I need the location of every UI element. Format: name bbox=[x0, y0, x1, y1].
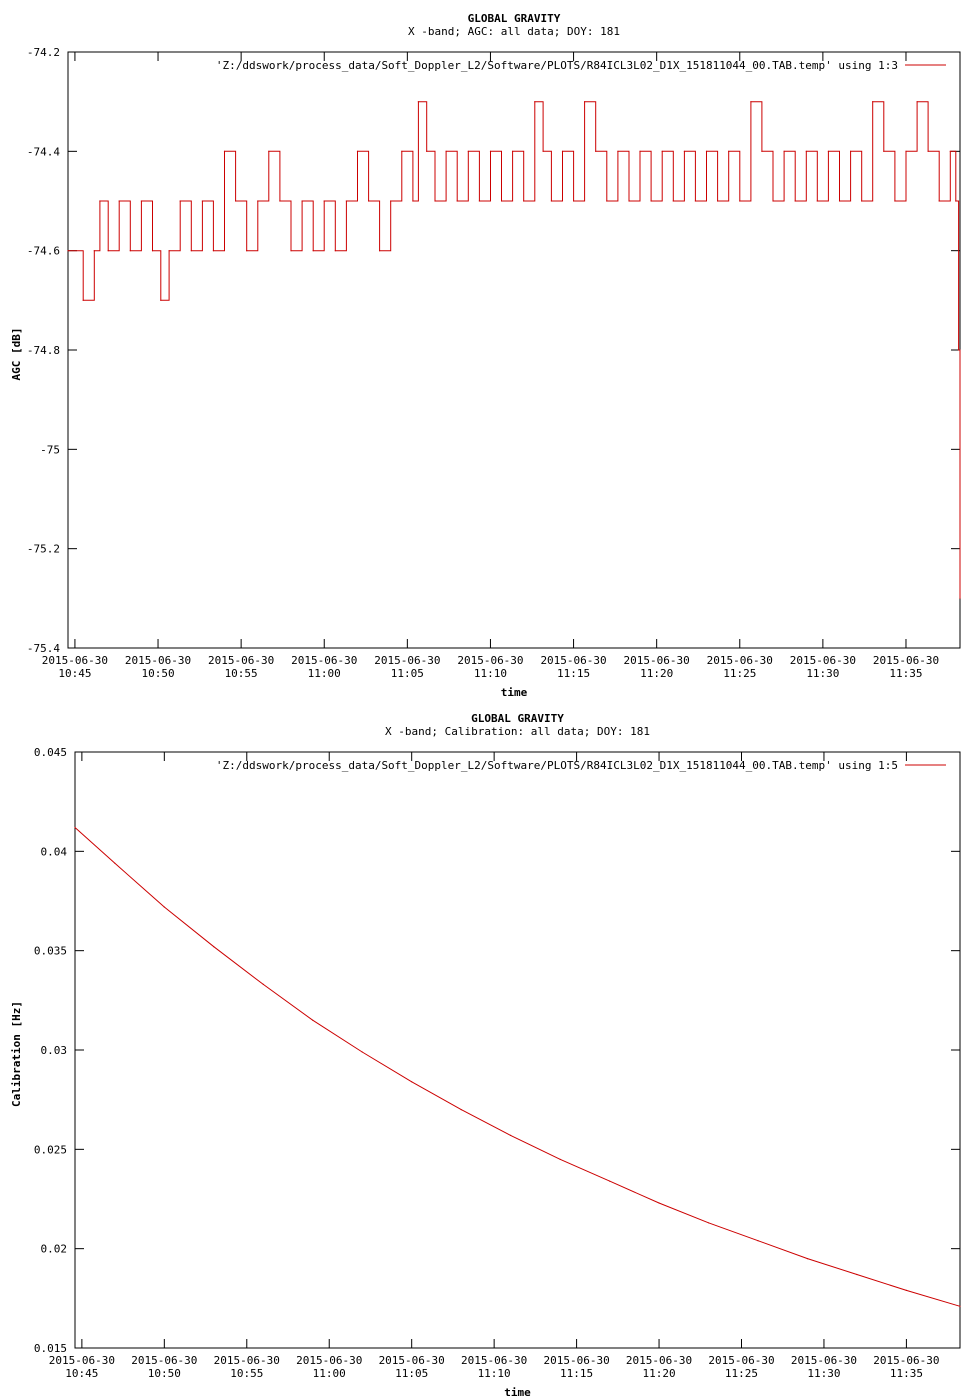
x-tick-date-label: 2015-06-30 bbox=[213, 1354, 280, 1367]
data-point bbox=[839, 200, 840, 201]
data-point bbox=[784, 151, 785, 152]
data-point bbox=[806, 151, 807, 152]
x-axis-label: time bbox=[504, 1386, 531, 1399]
data-point bbox=[213, 946, 214, 947]
x-tick-date-label: 2015-06-30 bbox=[789, 654, 856, 667]
data-point bbox=[312, 1020, 313, 1021]
data-point bbox=[362, 1051, 363, 1052]
x-tick-date-label: 2015-06-30 bbox=[708, 1354, 775, 1367]
x-tick-date-label: 2015-06-30 bbox=[374, 654, 441, 667]
x-tick-date-label: 2015-06-30 bbox=[873, 1354, 940, 1367]
y-tick-label: -74.6 bbox=[26, 244, 60, 258]
data-point bbox=[99, 200, 100, 201]
data-point bbox=[160, 300, 161, 301]
data-point bbox=[828, 151, 829, 152]
data-point bbox=[534, 101, 535, 102]
x-tick-date-label: 2015-06-30 bbox=[41, 654, 109, 667]
data-point bbox=[761, 151, 762, 152]
data-point bbox=[411, 1081, 412, 1082]
data-point bbox=[684, 151, 685, 152]
x-tick-date-label: 2015-06-30 bbox=[706, 654, 773, 667]
x-tick-time-label: 11:20 bbox=[642, 1367, 676, 1380]
y-tick-label: -75 bbox=[40, 443, 60, 457]
y-tick-label: -75.2 bbox=[26, 542, 60, 556]
data-point bbox=[728, 151, 729, 152]
x-tick-date-label: 2015-06-30 bbox=[131, 1354, 198, 1367]
x-axis-label: time bbox=[500, 686, 528, 699]
y-tick-label: 0.04 bbox=[40, 845, 67, 859]
data-point bbox=[872, 101, 873, 102]
y-tick-label: 0.03 bbox=[40, 1044, 67, 1057]
data-point bbox=[584, 101, 585, 102]
data-point bbox=[959, 1306, 960, 1307]
data-point bbox=[335, 250, 336, 251]
data-point bbox=[501, 200, 502, 201]
data-point bbox=[673, 200, 674, 201]
data-point bbox=[279, 200, 280, 201]
data-point bbox=[750, 101, 751, 102]
x-tick-time-label: 11:15 bbox=[556, 667, 591, 680]
x-tick-date-label: 2015-06-30 bbox=[872, 654, 940, 667]
x-tick-time-label: 11:15 bbox=[560, 1367, 594, 1380]
y-tick-label: -74.2 bbox=[26, 46, 60, 59]
x-tick-date-label: 2015-06-30 bbox=[790, 1354, 858, 1367]
data-point bbox=[446, 151, 447, 152]
data-point bbox=[324, 200, 325, 201]
data-point bbox=[390, 200, 391, 201]
data-point bbox=[235, 200, 236, 201]
y-axis-label: Calibration [Hz] bbox=[10, 1001, 23, 1107]
data-point bbox=[512, 151, 513, 152]
x-tick-date-label: 2015-06-30 bbox=[623, 654, 690, 667]
x-tick-date-label: 2015-06-30 bbox=[48, 1354, 115, 1367]
data-point bbox=[861, 200, 862, 201]
x-tick-date-label: 2015-06-30 bbox=[625, 1354, 693, 1367]
data-point bbox=[108, 250, 109, 251]
data-point bbox=[290, 250, 291, 251]
data-point bbox=[74, 827, 75, 828]
data-point bbox=[313, 250, 314, 251]
data-point bbox=[856, 1274, 857, 1275]
x-tick-time-label: 11:35 bbox=[889, 1367, 923, 1380]
data-point bbox=[202, 200, 203, 201]
data-point bbox=[560, 1159, 561, 1160]
y-tick-label: 0.035 bbox=[33, 944, 67, 958]
data-point bbox=[461, 1109, 462, 1110]
series-line bbox=[68, 102, 960, 599]
data-point bbox=[67, 250, 68, 251]
x-tick-time-label: 11:00 bbox=[312, 1367, 346, 1380]
data-point bbox=[426, 151, 427, 152]
y-tick-label: 0.025 bbox=[33, 1143, 67, 1157]
x-tick-time-label: 11:25 bbox=[724, 1367, 759, 1380]
y-tick-label: 0.015 bbox=[33, 1342, 67, 1355]
plot-frame bbox=[75, 752, 960, 1348]
data-point bbox=[950, 151, 951, 152]
data-point bbox=[658, 1202, 659, 1203]
data-point bbox=[357, 151, 358, 152]
data-point bbox=[562, 151, 563, 152]
data-point bbox=[939, 200, 940, 201]
x-tick-date-label: 2015-06-30 bbox=[291, 654, 358, 667]
x-tick-date-label: 2015-06-30 bbox=[124, 654, 192, 667]
y-tick-label: 0.045 bbox=[33, 746, 67, 759]
data-point bbox=[418, 101, 419, 102]
series-line bbox=[75, 828, 960, 1307]
data-point bbox=[368, 200, 369, 201]
y-tick-label: -74.4 bbox=[26, 145, 60, 159]
data-point bbox=[346, 200, 347, 201]
chart-title: GLOBAL GRAVITY bbox=[471, 712, 564, 725]
data-point bbox=[263, 984, 264, 985]
data-point bbox=[894, 200, 895, 201]
data-point bbox=[246, 250, 247, 251]
data-point bbox=[268, 151, 269, 152]
x-tick-time-label: 10:50 bbox=[141, 667, 175, 680]
data-point bbox=[130, 250, 131, 251]
x-tick-time-label: 10:45 bbox=[58, 667, 92, 680]
data-point bbox=[94, 250, 95, 251]
data-point bbox=[905, 151, 906, 152]
x-tick-time-label: 11:20 bbox=[640, 667, 674, 680]
x-tick-date-label: 2015-06-30 bbox=[208, 654, 275, 667]
data-point bbox=[479, 200, 480, 201]
x-tick-time-label: 11:00 bbox=[307, 667, 341, 680]
data-point bbox=[213, 250, 214, 251]
data-point bbox=[257, 200, 258, 201]
data-point bbox=[928, 151, 929, 152]
data-point bbox=[401, 151, 402, 152]
data-point bbox=[959, 598, 960, 599]
data-point bbox=[717, 200, 718, 201]
x-tick-time-label: 10:55 bbox=[230, 1367, 264, 1380]
legend-label: 'Z:/ddswork/process_data/Soft_Doppler_L2/Software/PLOTS/R84ICL3L02_D1X_151811044_00.TAB.temp' using 1:3 bbox=[215, 59, 898, 72]
data-point bbox=[141, 200, 142, 201]
chart-title: GLOBAL GRAVITY bbox=[467, 12, 561, 25]
data-point bbox=[164, 906, 165, 907]
x-tick-time-label: 10:55 bbox=[224, 667, 258, 680]
data-point bbox=[955, 200, 956, 201]
data-point bbox=[609, 1181, 610, 1182]
data-point bbox=[152, 250, 153, 251]
data-point bbox=[191, 250, 192, 251]
data-point bbox=[224, 151, 225, 152]
chart-subtitle: X -band; AGC: all data; DOY: 181 bbox=[408, 25, 620, 38]
chart-subtitle: X -band; Calibration: all data; DOY: 181 bbox=[385, 725, 650, 738]
data-point bbox=[83, 300, 84, 301]
data-point bbox=[695, 200, 696, 201]
data-point bbox=[917, 101, 918, 102]
x-tick-date-label: 2015-06-30 bbox=[540, 654, 607, 667]
y-axis-label: AGC [dB] bbox=[10, 327, 23, 381]
x-tick-date-label: 2015-06-30 bbox=[457, 654, 524, 667]
x-tick-time-label: 11:10 bbox=[473, 667, 508, 680]
data-point bbox=[757, 1240, 758, 1241]
data-point bbox=[772, 200, 773, 201]
data-point bbox=[468, 151, 469, 152]
data-point bbox=[639, 151, 640, 152]
x-tick-time-label: 11:30 bbox=[807, 1367, 841, 1380]
data-point bbox=[180, 200, 181, 201]
data-point bbox=[906, 1290, 907, 1291]
x-tick-time-label: 11:35 bbox=[889, 667, 923, 680]
data-point bbox=[595, 151, 596, 152]
data-point bbox=[708, 1222, 709, 1223]
data-point bbox=[457, 200, 458, 201]
x-tick-time-label: 10:50 bbox=[147, 1367, 181, 1380]
data-point bbox=[850, 151, 851, 152]
x-tick-date-label: 2015-06-30 bbox=[461, 1354, 528, 1367]
data-point bbox=[795, 200, 796, 201]
data-point bbox=[628, 200, 629, 201]
legend-label: 'Z:/ddswork/process_data/Soft_Doppler_L2/Software/PLOTS/R84ICL3L02_D1X_151811044_00.TAB.temp' using 1:5 bbox=[215, 759, 898, 772]
data-point bbox=[958, 349, 959, 350]
data-point bbox=[302, 200, 303, 201]
y-tick-label: -75.4 bbox=[26, 642, 60, 655]
data-point bbox=[490, 151, 491, 152]
plot-frame bbox=[68, 52, 960, 648]
data-point bbox=[434, 200, 435, 201]
data-point bbox=[114, 863, 115, 864]
data-point bbox=[617, 151, 618, 152]
x-tick-date-label: 2015-06-30 bbox=[378, 1354, 445, 1367]
x-tick-date-label: 2015-06-30 bbox=[543, 1354, 610, 1367]
x-tick-date-label: 2015-06-30 bbox=[296, 1354, 363, 1367]
data-point bbox=[412, 200, 413, 201]
data-point bbox=[706, 151, 707, 152]
y-tick-label: 0.02 bbox=[40, 1242, 67, 1256]
x-tick-time-label: 11:05 bbox=[395, 1367, 429, 1380]
data-point bbox=[119, 200, 120, 201]
x-tick-time-label: 11:25 bbox=[723, 667, 757, 680]
x-tick-time-label: 11:10 bbox=[477, 1367, 511, 1380]
data-point bbox=[573, 200, 574, 201]
data-point bbox=[883, 151, 884, 152]
data-point bbox=[523, 200, 524, 201]
y-tick-label: -74.8 bbox=[26, 344, 60, 357]
data-point bbox=[817, 200, 818, 201]
data-point bbox=[543, 151, 544, 152]
data-point bbox=[379, 250, 380, 251]
x-tick-time-label: 10:45 bbox=[65, 1367, 99, 1380]
data-point bbox=[551, 200, 552, 201]
x-tick-time-label: 11:05 bbox=[390, 667, 424, 680]
x-tick-time-label: 11:30 bbox=[806, 667, 840, 680]
data-point bbox=[651, 200, 652, 201]
data-point bbox=[807, 1258, 808, 1259]
data-point bbox=[169, 250, 170, 251]
data-point bbox=[662, 151, 663, 152]
data-point bbox=[606, 200, 607, 201]
data-point bbox=[739, 200, 740, 201]
data-point bbox=[510, 1135, 511, 1136]
